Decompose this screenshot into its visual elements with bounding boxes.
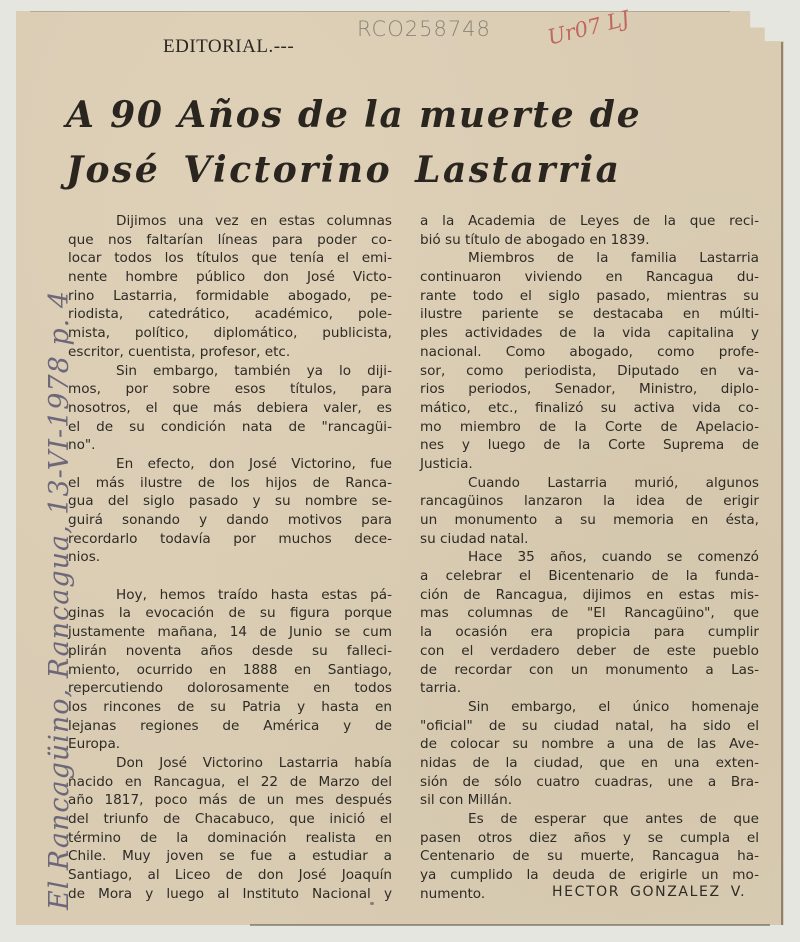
article-line: Sin embargo, el único homenaje	[468, 698, 759, 715]
article-line: Es de esperar que antes de que	[468, 811, 759, 827]
article-line: "oficial" de su ciudad natal, ha sido el	[420, 717, 759, 734]
headline-line-1: A 90 Años de la muerte de	[66, 94, 642, 136]
article-line: sión de sólo cuatro cuadras, une a Bra-	[420, 773, 759, 790]
clipping-bottom-edge-shadow	[250, 924, 770, 926]
article-line: gua del siglo pasado y su nombre se-	[68, 493, 392, 510]
article-line: miento, ocurrido en 1888 en Santiago,	[68, 661, 392, 678]
section-label: EDITORIAL.---	[163, 36, 295, 57]
article-line: que nos faltarían líneas para poder co-	[68, 231, 392, 248]
article-line: los rincones de su Patria y hasta en	[68, 698, 392, 715]
article-line: repercutiendo dolorosamente en todos	[68, 680, 392, 697]
headline-line-2: José Victorino Lastarria	[66, 149, 622, 191]
article-line: Hoy, hemos traído hasta estas pá-	[116, 586, 392, 603]
article-line: sil con Millán.	[420, 792, 513, 809]
handwritten-red-mark: Ur07 LJ	[545, 6, 632, 50]
article-line: nacido en Rancagua, el 22 de Marzo del	[68, 773, 392, 790]
article-line: tarria.	[420, 680, 462, 697]
article-column-left	[68, 212, 392, 903]
handwritten-archive-number: RCO258748	[357, 17, 491, 41]
article-line: pasen otros diez años y se cumpla el	[420, 829, 759, 846]
article-line: continuaron viviendo en Rancagua du-	[420, 269, 759, 286]
article-line: Dijimos una vez en estas columnas	[116, 213, 392, 229]
article-line: mista, político, diplomático, publicista,	[68, 325, 392, 342]
article-line: locar todos los títulos que tenía el emi-	[68, 250, 392, 267]
article-line: Miembros de la familia Lastarria	[468, 250, 759, 267]
article-line: de recordar con un monumento a Las-	[420, 661, 759, 678]
article-line: Hace 35 años, cuando se comenzó	[468, 549, 759, 566]
article-line: Europa.	[68, 736, 121, 753]
article-line: recordarlo todavía por muchos dece-	[68, 530, 392, 547]
article-line: no".	[68, 437, 96, 454]
article-line: Centenario de su muerte, Rancagua ha-	[420, 848, 759, 865]
article-line: rino Lastarria, formidable abogado, pe-	[68, 287, 392, 304]
article-line: ples actividades de la vida capitalina y	[420, 325, 759, 342]
article-line: el de su condición nata de "rancagüi-	[68, 418, 392, 435]
article-line: mos, por sobre esos títulos, para	[68, 381, 392, 398]
article-line: ginas la evocación de su figura porque	[68, 605, 392, 622]
article-line: riodista, catedrático, académico, pole-	[68, 306, 392, 323]
article-line: nios.	[68, 549, 101, 566]
article-line: su ciudad natal.	[420, 530, 529, 547]
article-line: rancagüinos lanzaron la idea de erigir	[420, 493, 759, 510]
article-line: bió su título de abogado en 1839.	[420, 231, 650, 248]
article-line: mo miembro de la Corte de Apelacio-	[420, 418, 759, 435]
article-line: numento.	[420, 885, 486, 902]
article-line: rios periodos, Senador, Ministro, diplo-	[420, 381, 759, 398]
article-line: nidas de la ciudad, que en una exten-	[420, 754, 759, 771]
article-line: ya cumplido la deuda de erigirle un mo-	[420, 867, 759, 884]
article-line: de colocar su nombre a una de las Ave-	[420, 736, 759, 753]
article-line: Justicia.	[420, 455, 473, 472]
clipping-right-edge-shadow	[781, 42, 783, 925]
article-line: el más ilustre de los hijos de Ranca-	[68, 474, 392, 491]
article-line: Santiago, al Liceo de don José Joaquín	[68, 867, 392, 884]
article-column-right	[420, 212, 759, 903]
paragraph-gap	[68, 567, 392, 586]
article-line: nosotros, el que más debiera valer, es	[68, 399, 392, 416]
article-line: término de la dominación realista en	[68, 829, 392, 846]
article-line: a la Academia de Leyes de la que reci-	[420, 213, 759, 229]
article-line: ilustre pariente se destacaba en múlti-	[420, 306, 759, 323]
article-line: Cuando Lastarria murió, algunos	[468, 474, 759, 491]
article-line: justamente mañana, 14 de Junio se cum	[68, 624, 392, 641]
article-line: año 1817, poco más de un mes después	[68, 792, 392, 809]
article-line: del triunfo de Chacabuco, que inició el	[68, 811, 392, 827]
article-line: Chile. Muy joven se fue a estudiar a	[68, 848, 392, 865]
article-line: nacional. Como abogado, como profe-	[420, 343, 759, 360]
article-line: Don José Victorino Lastarria había	[116, 754, 392, 771]
article-line: mático, etc., finalizó su activa vida co-	[420, 399, 759, 416]
article-line: En efecto, don José Victorino, fue	[116, 455, 392, 472]
article-line: nente hombre público don José Victo-	[68, 269, 392, 286]
author-signature: HECTOR GONZALEZ V.	[552, 884, 747, 900]
handwritten-source-annotation: El Rancagüino, Rancagua, 13-VI-1978 p. 4	[44, 289, 75, 910]
article-line: guirá sonando y dando motivos para	[68, 512, 392, 528]
article-line: sor, como periodista, Diputado en va-	[420, 362, 759, 379]
article-line: Sin embargo, también ya lo diji-	[116, 362, 392, 379]
headline	[66, 88, 641, 198]
article-line: a celebrar el Bicentenario de la funda-	[420, 568, 759, 585]
article-line: nes y luego de la Corte Suprema de	[420, 437, 759, 454]
article-line: escritor, cuentista, profesor, etc.	[68, 343, 291, 360]
article-line: rante todo el siglo pasado, mientras su	[420, 287, 759, 304]
article-line: plirán noventa años desde su falleci-	[68, 642, 392, 659]
article-line: lejanas regiones de América y de	[68, 717, 392, 734]
article-line: la ocasión era propicia para cumplir	[420, 624, 759, 641]
article-line: con el verdadero deber de este pueblo	[420, 642, 759, 659]
print-speck	[370, 902, 374, 905]
article-line: ción de Rancagua, dijimos en estas mis-	[420, 586, 759, 603]
article-line: un monumento a su memoria en ésta,	[420, 512, 759, 528]
article-line: mas columnas de "El Rancagüino", que	[420, 605, 759, 622]
article-line: de Mora y luego al Instituto Nacional y	[68, 885, 392, 902]
